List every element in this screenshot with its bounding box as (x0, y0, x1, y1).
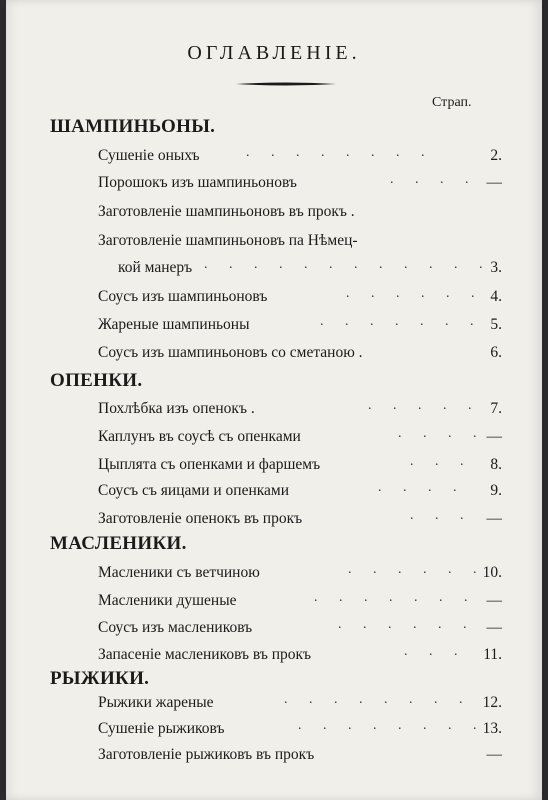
entry-page: 2. (490, 147, 502, 164)
leader-dots: . . . . (378, 480, 466, 495)
section-heading: РЫЖИКИ. (50, 668, 150, 689)
toc-entry[interactable] (98, 720, 508, 742)
toc-entry[interactable] (98, 400, 508, 422)
leader-dots: . . . . . . . . (298, 718, 486, 733)
entry-page: 10. (482, 564, 502, 581)
entry-label: Рыжики жареные (98, 694, 214, 711)
toc-entry[interactable] (98, 482, 508, 504)
leader-dots: . . . . (390, 172, 478, 187)
leader-dots: . . . . . (368, 398, 481, 413)
leader-dots: . . . . . . . . (246, 145, 434, 160)
toc-entry[interactable] (98, 344, 508, 366)
entry-label: Заготовленіе рыжиковъ въ прокъ (98, 746, 315, 763)
entry-page: 3. (490, 259, 502, 276)
entry-label: Похлѣбка изъ опенокъ . (98, 400, 255, 417)
toc-entry[interactable] (98, 592, 508, 614)
entry-label: Запасеніе маслениковъ въ прокъ (98, 646, 312, 663)
entry-page: — (486, 510, 502, 527)
entry-label: Жареные шампиньоны (98, 316, 250, 333)
leader-dots: . . . (410, 508, 473, 523)
leader-dots: . . . . . . (348, 562, 486, 577)
entry-page: 4. (490, 288, 502, 305)
entry-page: 12. (482, 694, 502, 711)
entry-label: Соусъ изъ маслениковъ (98, 619, 253, 636)
toc-entry[interactable] (98, 174, 508, 196)
entry-page: 7. (490, 400, 502, 417)
entry-label: Сушеніе рыжиковъ (98, 720, 225, 737)
ornament-rule (236, 80, 336, 88)
entry-page: 5. (490, 316, 502, 333)
leader-dots: . . . . . . . . . . . . (204, 257, 492, 272)
entry-page: — (486, 428, 502, 445)
leader-dots: . . . (410, 454, 473, 469)
entry-label: Сушеніе оныхъ (98, 147, 200, 164)
toc-entry[interactable] (118, 259, 508, 281)
entry-page: 9. (490, 482, 502, 499)
entry-page: 11. (483, 646, 502, 663)
toc-entry[interactable] (98, 619, 508, 641)
toc-entry[interactable] (98, 746, 508, 768)
leader-dots: . . . . . . . . (284, 692, 472, 707)
book-page (6, 0, 542, 800)
toc-entry[interactable] (98, 288, 508, 310)
entry-label: Заготовленіе шампиньоновъ въ прокъ . (98, 203, 355, 220)
entry-page: 8. (490, 456, 502, 473)
page-column-header: Страп. (432, 95, 472, 110)
entry-page: 6. (490, 344, 502, 361)
entry-label: Соусъ съ яицами и опенками (98, 482, 290, 499)
section-heading: ШАМПИНЬОНЫ. (50, 116, 216, 137)
leader-dots: . . . . . . . (314, 590, 477, 605)
toc-entry[interactable] (98, 694, 508, 716)
toc-entry[interactable] (98, 203, 508, 225)
entry-label: Соусъ изъ шампиньоновъ со сметаною . (98, 344, 363, 361)
toc-entry[interactable] (98, 646, 508, 668)
toc-entry[interactable] (98, 564, 508, 586)
leader-dots: . . . . . . (338, 617, 476, 632)
section-heading: МАСЛЕНИКИ. (50, 533, 187, 554)
entry-label: Порошокъ изъ шампиньоновъ (98, 174, 297, 191)
leader-dots: . . . (404, 644, 467, 659)
page-title: ОГЛАВЛЕНІЕ. (187, 42, 361, 64)
toc-entry[interactable] (98, 316, 508, 338)
entry-page: — (486, 592, 502, 609)
entry-label: Масленики съ ветчиною (98, 564, 260, 581)
leader-dots: . . . . . . . (320, 314, 483, 329)
entry-page: — (486, 746, 502, 763)
toc-entry[interactable] (98, 147, 508, 169)
entry-label: Цыплята съ опенками и фаршемъ (98, 456, 321, 473)
entry-label: кой манеръ (118, 259, 193, 276)
toc-entry[interactable] (98, 456, 508, 478)
toc-entry[interactable] (98, 232, 508, 254)
leader-dots: . . . . . . (346, 286, 484, 301)
toc-entry[interactable] (98, 510, 508, 532)
entry-page: — (486, 619, 502, 636)
entry-label: Заготовленіе шампиньоновъ па Нѣмец- (98, 232, 358, 249)
section-heading: ОПЕНКИ. (50, 370, 143, 391)
entry-page: — (486, 174, 502, 191)
entry-label: Соусъ изъ шампиньоновъ (98, 288, 268, 305)
entry-page: 13. (482, 720, 502, 737)
entry-label: Заготовленіе опенокъ въ прокъ (98, 510, 303, 527)
entry-label: Каплунъ въ соусѣ съ опенками (98, 428, 301, 445)
entry-label: Масленики душеные (98, 592, 237, 609)
leader-dots: . . . . (398, 426, 486, 441)
toc-entry[interactable] (98, 428, 508, 450)
